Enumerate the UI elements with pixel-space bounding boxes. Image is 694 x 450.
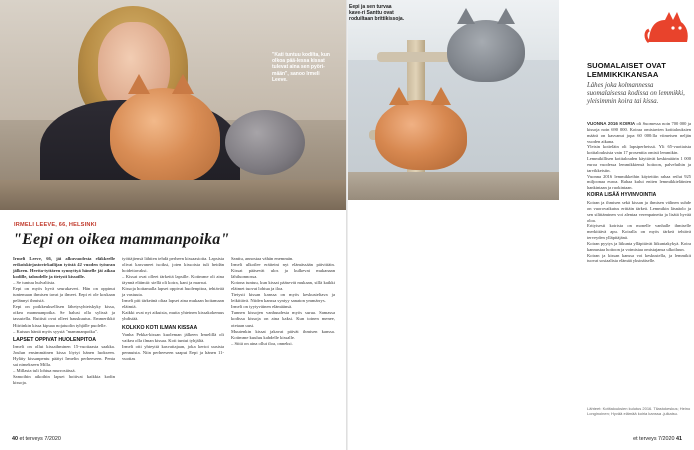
magazine-issue: et terveys 7/2020 (633, 436, 675, 442)
body-paragraph: Eepi on poikkeuksellisen lähetysyhteiskyky kissa, oikea mammanpoika. Se halusi olla sylissä ja tassutella. Ruttisti ovat olleet hauskuutus. Emmerikkö Hiiriinkin kissa kipuaa nojatuolin tyhjälle puolelle. (13, 304, 115, 328)
spread-gutter (346, 0, 348, 450)
body-column-1 (13, 256, 115, 386)
paragraph-text: Erityisesti koirista on monelle vanhalle ihmiselle merkittävä apu. Koiralla on myös tärkeä tehtävä terveyden ylläpitäjänä. (587, 223, 691, 241)
body-paragraph: Kaikki ovat nyt aikuisia, mutta yhteinen kissakokemus yhdistää. (122, 310, 224, 322)
body-paragraph: – Kutsun häntä myös syystä "mammanpoika". (13, 328, 98, 334)
section-subheading: KOLKKO KOTI ILMAN KISSAA (122, 324, 198, 331)
photo-grey-cat (447, 20, 525, 82)
body-paragraph: Irmeli Leeve, 66, jäi alkuvuodesta eläkkeelle erikoiskirjastovirkailijan työstä 42 vuoden työuran jälkeen. Hertta-tyttären synnyttyä hänelle jäi aikaa kodille, taloudelle ja tietysti kissoille. (13, 256, 115, 280)
cat-ear (389, 87, 409, 105)
paragraph-text: Koiran ja kissan kanssa voi keskustella, ja lemmikit tuovat sosiaalista elämää yksinäiselle. (587, 252, 691, 264)
paragraph-text: Koiran pyytys ja liikunta ylläpitävät liikuntakykyä. Koira kannustaa hoitoon ja voimistaa omistajansa ulkoiluun. (587, 240, 691, 252)
photo-floor (347, 172, 559, 200)
body-paragraph (587, 223, 691, 241)
lead-in: VUONNA 2016 KOIRIA (587, 121, 636, 126)
body-paragraph (587, 200, 691, 223)
page-number: 41 (676, 436, 682, 442)
body-paragraph (587, 174, 691, 192)
cat-ear (128, 74, 150, 94)
paragraph-text: Vuonna 2016 lemmikkeihin käytettiin rahaa reilut 925 miljoonaa euroa. Rahaa kului eniten lemmikkieläinten hankintaan ja ruokintaan. (587, 173, 691, 191)
fact-sidebar (573, 0, 694, 450)
right-page (347, 0, 694, 450)
body-paragraph: Tunnen kissojen vanhuudesta myös surua. Samassa kodissa kissoja on aina kaksi. Kun toinen menee, otetaan uusi. (231, 310, 335, 328)
body-paragraph: Vanha Pekka-kissan kuoleman jälkeen Irmelillä oli vaikea olla ilman kissaa. Koti tuntui tyhjältä. (122, 331, 224, 343)
body-column-3 (231, 256, 335, 347)
body-column-2 (122, 256, 224, 362)
body-paragraph (587, 144, 691, 156)
photo-platform (377, 52, 457, 62)
body-paragraph: – Millasta tuli lohtua murrosiässä. (13, 367, 76, 373)
sidebar-body (587, 121, 691, 264)
body-paragraph: Irmeli otti yhteyttä kasvattajaan, joka kertoi uusista pennuista. Niin perheeseen saapui Eepi ja hänen 11-vuotias (122, 343, 224, 361)
body-paragraph: Muutenkin kissat jakavat päivät ihmisen kanssa. Kotimme kuuluu kahdelle kissalle. (231, 328, 335, 340)
photo-foreground (0, 180, 347, 210)
sidebar-deck: Lähes joka kolmannessa suomalaisessa kodissa on lemmikki, yleisimmin koira tai kissa. (587, 82, 685, 106)
page-number: 40 (12, 436, 18, 442)
photo-orange-cat (375, 100, 467, 170)
section-subheading: LAPSET OPPIVAT HUOLENPITOA (13, 336, 97, 343)
body-paragraph: – Siitä on aina ollut iloa, onneksi. (231, 340, 293, 346)
cat-ear (457, 8, 475, 24)
article-kicker: IRMELI LEEVE, 66, HELSINKI (14, 222, 97, 228)
article-headline: "Eepi on oikea mammanpoika" (13, 231, 230, 248)
photo-cats-on-tree (347, 0, 559, 200)
paragraph-text: Lemmikillisen kotitalouden käyttävät keskimäärin 1 000 euroa vuodessa lemmikkiensä hoitoon, palveluihin ja tarvikkeisiin. (587, 156, 691, 173)
paragraph-text: oli Suomessa noin 700 000 ja kissoja noin 690 000. Koiraa omistavien kotitalouksien määrä on kasvanut jopa 60 000:lla viimeisen neljän vuoden aikana. (587, 121, 691, 144)
body-paragraph (587, 241, 691, 253)
cat-logo-icon (643, 8, 691, 44)
body-paragraph: Tietysti kissan kanssa on myös keskusteltava ja leikittävä. Niiden kanssa syntyy sanaton ymmärrys. (231, 292, 335, 304)
body-paragraph: Santtu, annostaa vähän enemmän. (231, 256, 294, 261)
body-paragraph: Irmeli on ollut kissaihminen 15-vuotiaasta saakka. Joulun ensimmäinen kissa löytyi hänen luokseen. Hyläty kissanpentu päätyi Irmelin perheeseen. Penta sai nimekseen Milla. (13, 343, 115, 367)
body-paragraph: Irmeli on tyytyväinen elämäänsä. (231, 304, 293, 310)
body-paragraph: – Se tuntuu hulvaltista. (13, 280, 56, 286)
photo-caption: Eepi ja sen turvaa kave-ri Santtu ovat roduiltaan brittikissoja. (349, 4, 405, 23)
photo-grey-cat (225, 110, 305, 175)
body-paragraph: Eepi on myös hyvä seurakaveri. Hän on oppinut tuntemaan ihmisen tavat ja ilmeet. Eepi ei ole koskaan pelännyt ihmisiä. (13, 286, 115, 304)
body-paragraph: Samoihin aikoihin lapset hoitivat kaikkia kodin kissoja. (13, 373, 115, 385)
body-paragraph: Irmeli piti tärkeänä oltaa lapset aina mukaan hoitamaan eläimiä. (122, 298, 224, 310)
body-paragraph (587, 121, 691, 144)
body-paragraph (587, 156, 691, 174)
body-paragraph: työttäjiensä lähtien tehdä perheen kissaasioita. Lapsista olivat kasvaneet isoiksi, joten kissoista tuli heidän hoidettavaksi. (122, 256, 224, 274)
page-folio (633, 436, 682, 442)
photo-woman-with-cats (0, 0, 347, 210)
sidebar-source: Lähteet: Kotitalouksien kulutus 2016. Tilastokeskus; Heino Longinoinen; Hyvää elämää koiria kanssa -julkaisu. (587, 406, 691, 416)
sidebar-headline: SUOMALAISET OVAT LEMMIKKIKANSAA (587, 61, 666, 79)
paragraph-text: Yleisin kotieläin oli lapsiperheissä. Yli 65-vuotiaista kotitalouksista vain 17 prosenttia omisti lemmikin. (587, 144, 691, 156)
paragraph-text: Koiran ja ihmisen sekä kissan ja ihmisen välinen suhde on vuorovaikutus erittäin tärkeä. Lemmikin läsnäolo ja sen silittäminen voi alentaa verenpainetta ja lisätä hyvää oloa. (587, 199, 691, 223)
body-paragraph: – Kissat ovat olleet tärkeitä lapsille. Kotimme oli aina täynnä eläimiä: siellä oli koira, kani ja marsut. (122, 274, 224, 286)
cat-ear (497, 8, 515, 24)
section-subheading: KOIRA LISÄÄ HYVINVOINTIA (587, 192, 657, 199)
body-paragraph: Irmeli ulkoilee eräiteini nyt elämässään päivittäin. Kissat pääsevät ulos ja kulkevat mukanaan lähiluonnossa. (231, 262, 335, 280)
photo-orange-cat (110, 88, 220, 183)
cat-ear (431, 87, 451, 105)
body-paragraph: Kissoja hoitamalla lapset oppivat huolenpitoa, tehtävää ja vastuuta. (122, 286, 224, 298)
body-paragraph: Kotona tuntuu, kun kissat pääsevät mukaan, sillä kaikki eläimet tuovat lohtua ja iloa. (231, 280, 335, 292)
body-paragraph (587, 253, 691, 265)
magazine-issue: et terveys 7/2020 (19, 436, 61, 442)
cat-ear (172, 74, 194, 94)
page-folio (12, 436, 61, 442)
photo-caption: "Kati tuntuu kodilta, kun olkoa pää-lessa kissat tulevat aina sen pyöri-mään", sanoo Irmeli Leeve. (272, 52, 330, 83)
